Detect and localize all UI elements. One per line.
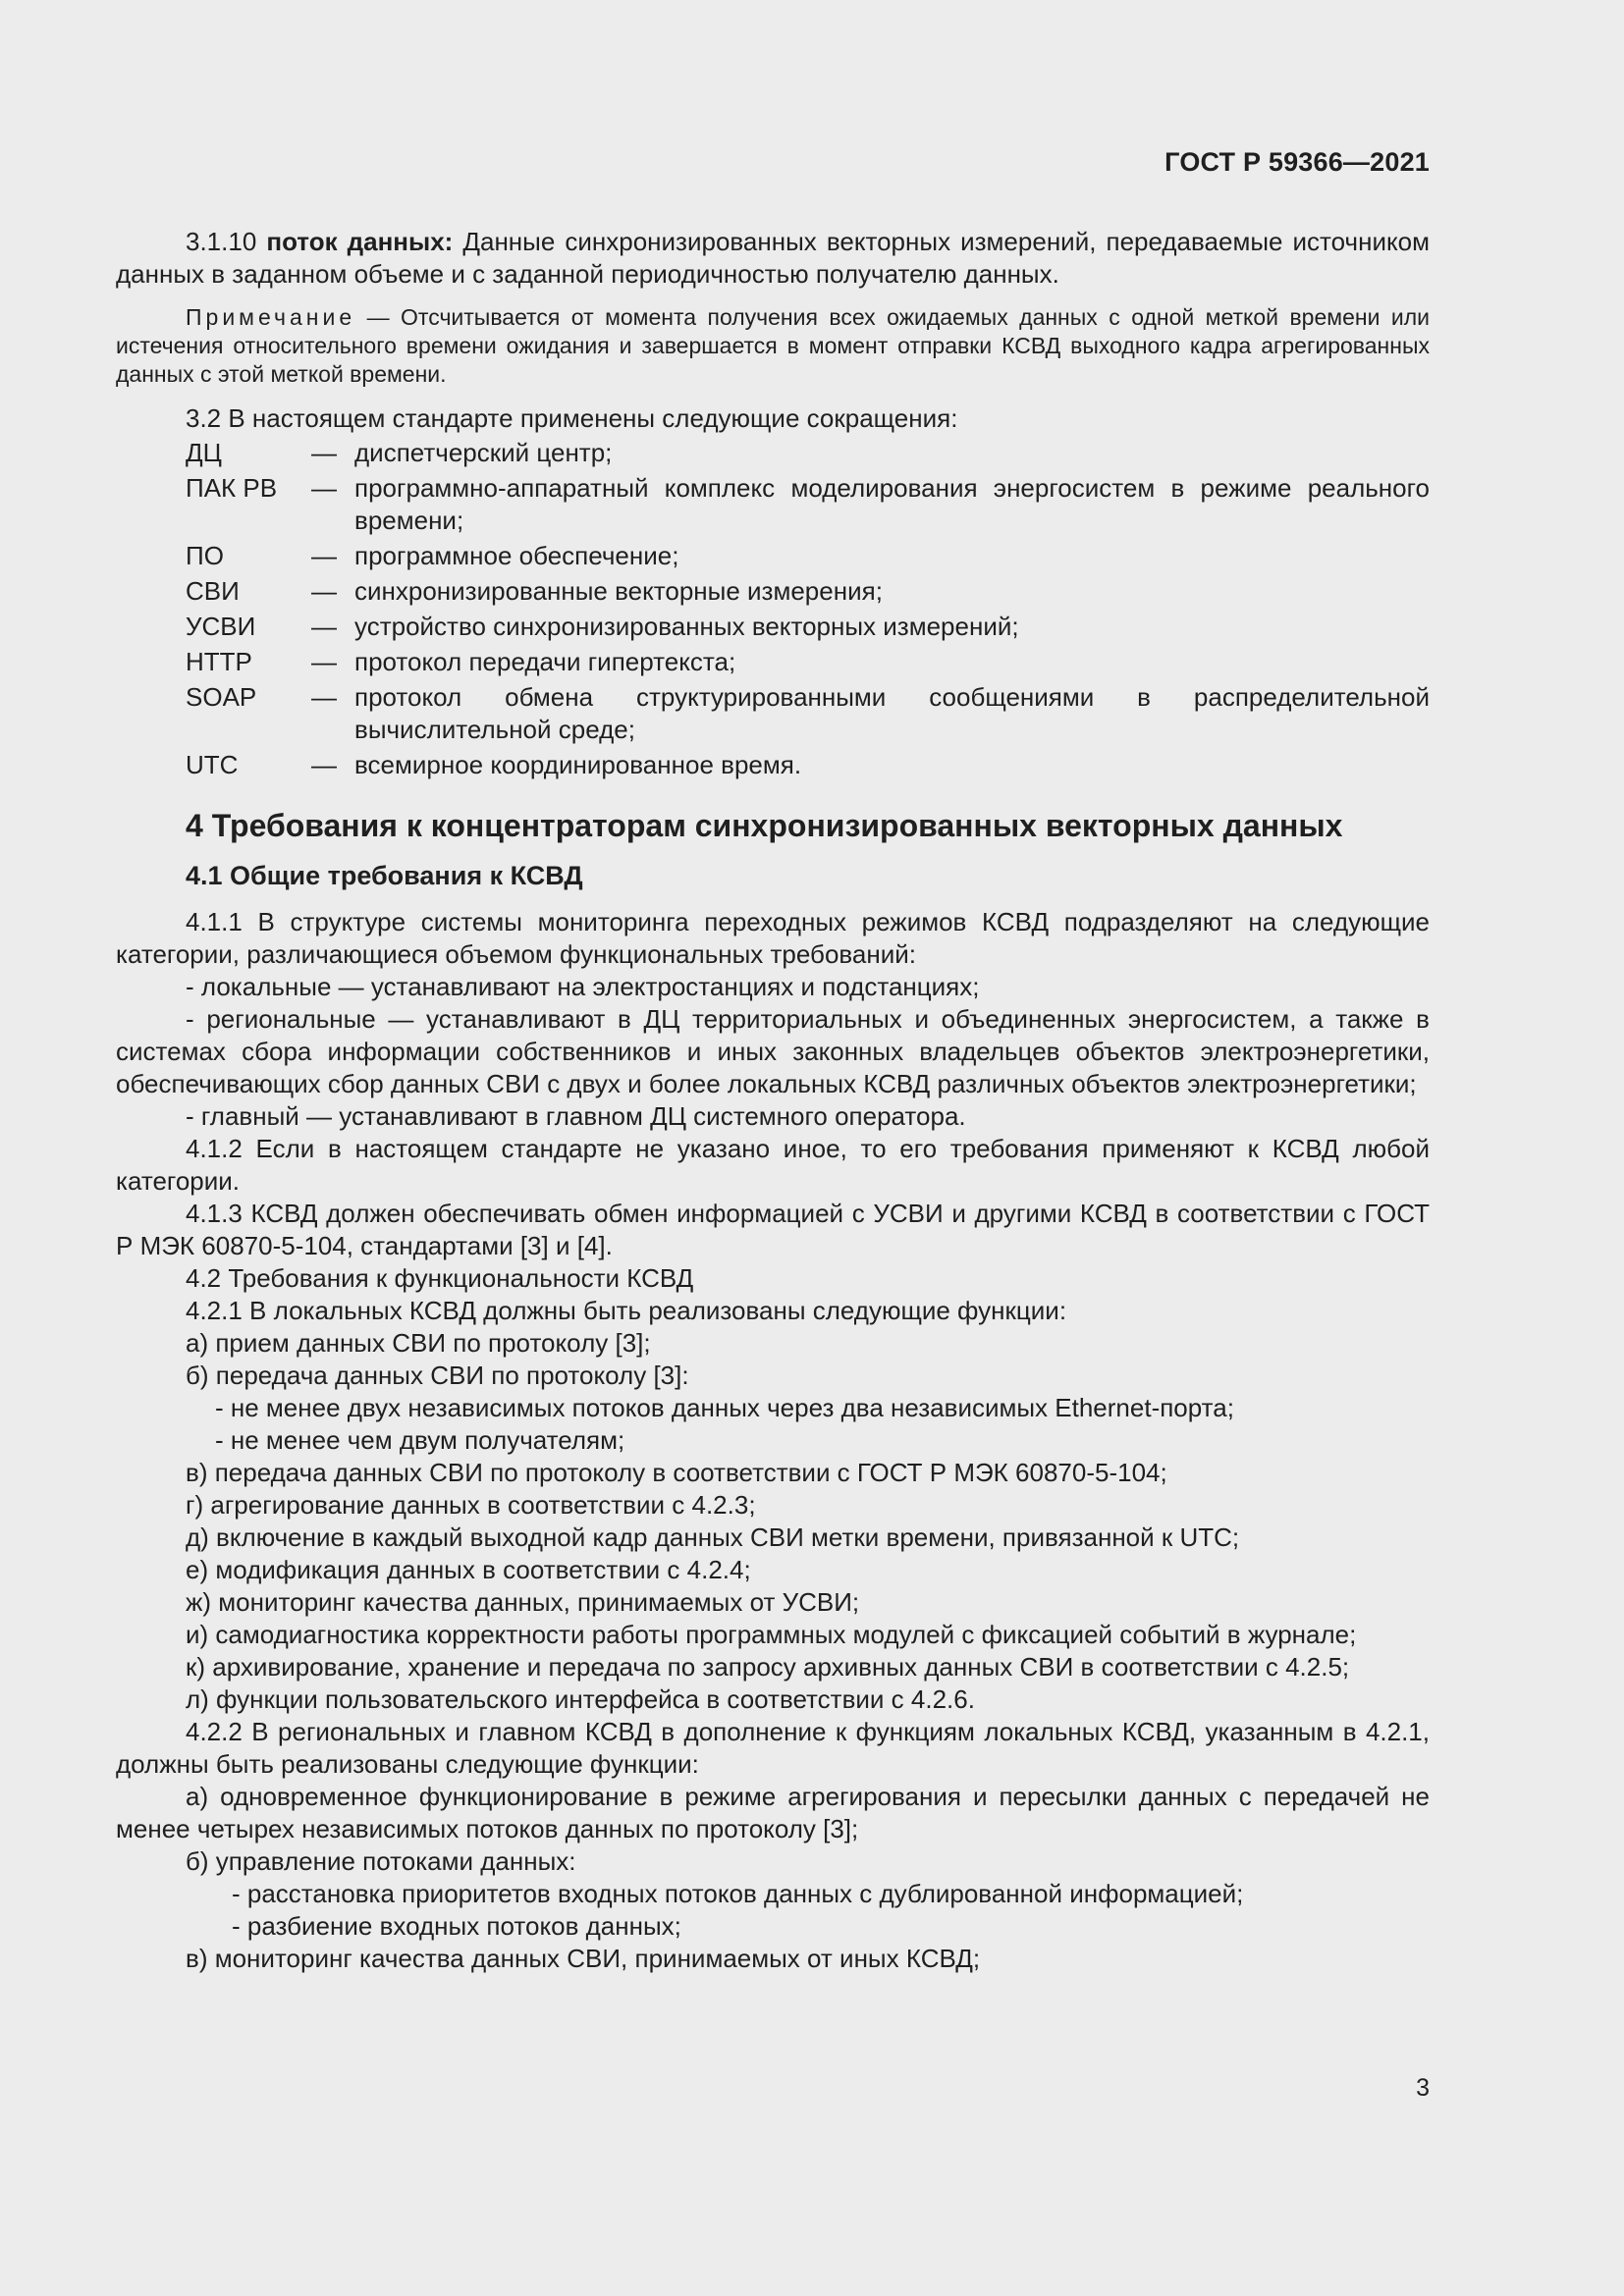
list-item: - региональные — устанавливают в ДЦ территориальных и объединенных энергосистем, а также в системах сбора информации собственников и иных законных владельцев объектов электроэнергетики, обеспечивающих сбор данных СВИ с двух и более локальных КСВД различных объектов электроэнергетики; bbox=[116, 1004, 1430, 1098]
sub-list-item: - расстановка приоритетов входных потоков данных с дублированной информацией; bbox=[232, 1879, 1244, 1908]
abbreviation-term: УСВИ bbox=[186, 612, 256, 641]
page-content bbox=[116, 226, 1430, 1975]
sub-list-item: - не менее двух независимых потоков данных через два независимых Ethernet-порта; bbox=[215, 1393, 1234, 1422]
list-item: - главный — устанавливают в главном ДЦ системного оператора. bbox=[186, 1101, 966, 1131]
paragraph-4-1-3: 4.1.3 КСВД должен обеспечивать обмен информацией с УСВИ и другими КСВД в соответствии с ГОСТ Р МЭК 60870-5-104, стандартами [3] и [4]. bbox=[116, 1199, 1430, 1260]
paragraph-4-1-1: 4.1.1 В структуре системы мониторинга переходных режимов КСВД подразделяют на следующие категории, различающиеся объемом функциональных требований: bbox=[116, 907, 1430, 969]
abbreviation-term: SOAP bbox=[186, 682, 257, 712]
abbreviation-text: протокол передачи гипертекста; bbox=[354, 647, 736, 676]
abbreviation-dash: — bbox=[311, 438, 337, 467]
abbreviation-dash: — bbox=[311, 750, 337, 779]
subsection-heading-4-1: 4.1 Общие требования к КСВД bbox=[186, 861, 583, 890]
abbreviation-text: протокол обмена структурированными сообщениями в распределительной вычислительной среде; bbox=[354, 682, 1430, 744]
abbreviations-list bbox=[116, 437, 1430, 784]
abbreviation-dash: — bbox=[311, 541, 337, 570]
abbreviations-intro: 3.2 В настоящем стандарте применены следующие сокращения: bbox=[186, 403, 958, 433]
abbreviation-text: программно-аппаратный комплекс моделирования энергосистем в режиме реального времени; bbox=[354, 473, 1430, 535]
abbreviation-text: диспетчерский центр; bbox=[354, 438, 613, 467]
list-item: а) прием данных СВИ по протоколу [3]; bbox=[186, 1328, 651, 1358]
list-item: г) агрегирование данных в соответствии с 4.2.3; bbox=[186, 1490, 756, 1520]
note-text: — Отсчитывается от момента получения всех ожидаемых данных с одной меткой времени или истечения относительного времени ожидания и завершается в момент отправки КСВД выходного кадра агрегированных данных с этой меткой времени. bbox=[116, 304, 1430, 387]
page-number: 3 bbox=[1416, 2074, 1430, 2102]
abbreviation-text: всемирное координированное время. bbox=[354, 750, 802, 779]
paragraph-4-2: 4.2 Требования к функциональности КСВД bbox=[186, 1263, 694, 1293]
abbreviation-dash: — bbox=[311, 682, 337, 712]
abbreviation-term: UTC bbox=[186, 750, 239, 779]
list-item: е) модификация данных в соответствии с 4.2.4; bbox=[186, 1555, 751, 1584]
abbreviation-text: синхронизированные векторные измерения; bbox=[354, 576, 883, 606]
definition-text: Данные синхронизированных векторных измерений, передаваемые источником данных в заданном объеме и с заданной периодичностью получателю данных. bbox=[116, 227, 1430, 289]
paragraph-4-1-2: 4.1.2 Если в настоящем стандарте не указано иное, то его требования применяют к КСВД любой категории. bbox=[116, 1134, 1430, 1196]
list-item: б) управление потоками данных: bbox=[186, 1846, 576, 1876]
abbreviation-text: устройство синхронизированных векторных измерений; bbox=[354, 612, 1019, 641]
list-item: ж) мониторинг качества данных, принимаемых от УСВИ; bbox=[186, 1587, 860, 1617]
abbreviation-term: СВИ bbox=[186, 576, 240, 606]
list-item: - локальные — устанавливают на электростанциях и подстанциях; bbox=[186, 972, 980, 1001]
sub-list-item: - разбиение входных потоков данных; bbox=[232, 1911, 681, 1941]
abbreviation-dash: — bbox=[311, 612, 337, 641]
standard-code-header: ГОСТ Р 59366—2021 bbox=[1164, 147, 1430, 177]
paragraph-4-2-2: 4.2.2 В региональных и главном КСВД в дополнение к функциям локальных КСВД, указанным в 4.2.1, должны быть реализованы следующие функции: bbox=[116, 1717, 1430, 1779]
paragraph-3-1-10 bbox=[116, 226, 1430, 291]
list-item: л) функции пользовательского интерфейса в соответствии с 4.2.6. bbox=[186, 1684, 975, 1714]
abbreviation-dash: — bbox=[311, 647, 337, 676]
list-item: в) передача данных СВИ по протоколу в соответствии с ГОСТ Р МЭК 60870-5-104; bbox=[186, 1458, 1167, 1487]
list-item: а) одновременное функционирование в режиме агрегирования и пересылки данных с передачей не менее четырех независимых потоков данных по протоколу [3]; bbox=[116, 1782, 1430, 1843]
list-item: б) передача данных СВИ по протоколу [3]: bbox=[186, 1361, 689, 1390]
paragraph-4-2-1: 4.2.1 В локальных КСВД должны быть реализованы следующие функции: bbox=[186, 1296, 1067, 1325]
note-label: Примечание bbox=[186, 304, 356, 330]
clause-number: 3.1.10 bbox=[186, 227, 257, 256]
list-item: и) самодиагностика корректности работы программных модулей с фиксацией событий в журнале; bbox=[186, 1620, 1357, 1649]
abbreviation-term: HTTP bbox=[186, 647, 252, 676]
list-item: в) мониторинг качества данных СВИ, принимаемых от иных КСВД; bbox=[186, 1944, 981, 1973]
sub-list-item: - не менее чем двум получателям; bbox=[215, 1425, 625, 1455]
abbreviation-dash: — bbox=[311, 576, 337, 606]
section-heading-4: 4 Требования к концентраторам синхронизированных векторных данных bbox=[186, 808, 1343, 843]
note-paragraph bbox=[116, 303, 1430, 389]
list-item: к) архивирование, хранение и передача по запросу архивных данных СВИ в соответствии с 4.2.5; bbox=[186, 1652, 1350, 1682]
abbreviation-term: ПО bbox=[186, 541, 224, 570]
abbreviation-term: ДЦ bbox=[186, 438, 222, 467]
abbreviation-text: программное обеспечение; bbox=[354, 541, 679, 570]
term-definition: поток данных: bbox=[266, 227, 454, 256]
list-item: д) включение в каждый выходной кадр данных СВИ метки времени, привязанной к UTC; bbox=[186, 1522, 1240, 1552]
abbreviation-term: ПАК РВ bbox=[186, 473, 278, 503]
abbreviation-dash: — bbox=[311, 473, 337, 503]
